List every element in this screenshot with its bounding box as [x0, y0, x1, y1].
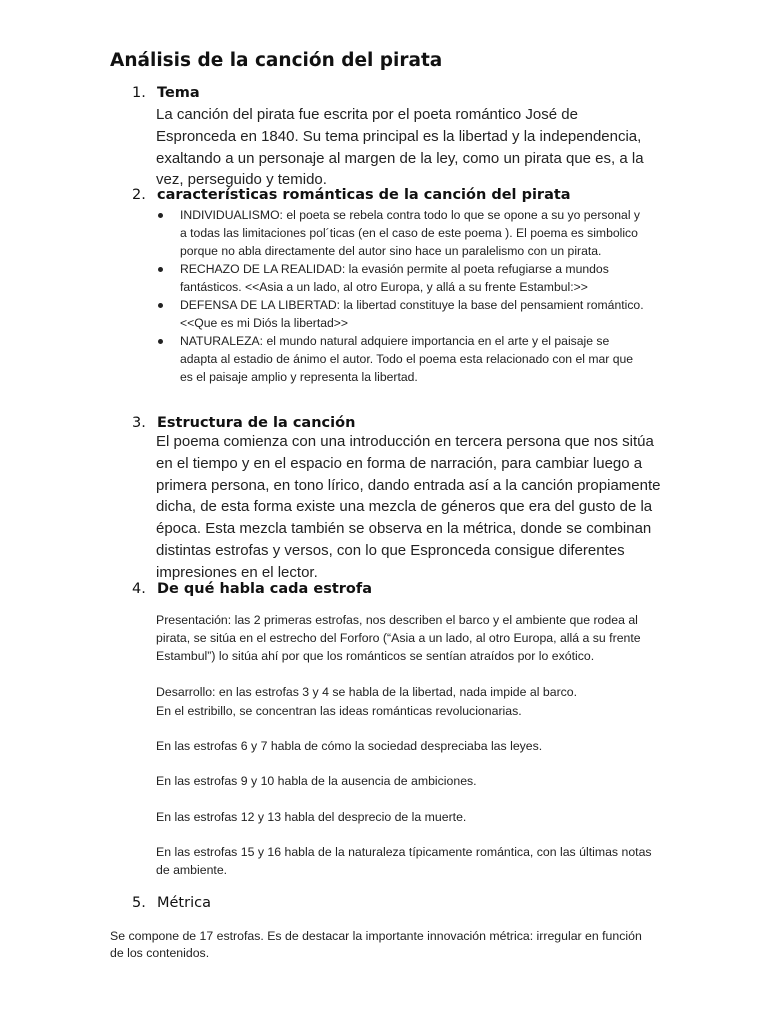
section-tema-paragraph: La canción del pirata fue escrita por el poeta romántico José de Espronceda en 1840. Su tema principal es la libertad y la independencia, exaltando a un personaje al margen de la ley, como un pirata que es, a la vez, perseguido y temido. — [156, 106, 644, 189]
list-item-text: NATURALEZA: el mundo natural adquiere importancia en el arte y el paisaje se adapta al estadio de ánimo el autor. Todo el poema esta relacionado con el mar que es el paisaje amplio y representa la libertad. — [180, 334, 634, 384]
document-title: Análisis de la canción del pirata — [110, 50, 443, 71]
estrofa-item: En las estrofas 9 y 10 habla de la ausencia de ambiciones. — [156, 774, 477, 788]
list-item — [156, 332, 646, 386]
bullet-icon — [158, 267, 163, 272]
list-item-text: INDIVIDUALISMO: el poeta se rebela contra todo lo que se opone a su yo personal y a todas las limitaciones pol´ticas (en el caso de este poema ). El poema es simbolico porque no abla directamente del autor sino hace un paralelismo con un pirata. — [180, 208, 641, 258]
estrofa-item: En el estribillo, se concentran las ideas románticas revolucionarias. — [156, 704, 522, 718]
section-number: 2. — [132, 187, 146, 203]
list-item-text: RECHAZO DE LA REALIDAD: la evasión permite al poeta refugiarse a mundos fantásticos. <<Asia a un lado, al otro Europa, y allá a su frente Estambul:>> — [180, 262, 609, 294]
bullet-icon — [158, 213, 163, 218]
list-item-text: DEFENSA DE LA LIBERTAD: la libertad constituye la base del pensamient romántico. <<Que es mi Diós la libertad>> — [180, 298, 644, 330]
section-number: 1. — [132, 85, 146, 101]
section-estructura-paragraph: El poema comienza con una introducción en tercera persona que nos sitúa en el tiempo y en el espacio en forma de narración, para cambiar luego a primera persona, en tono lírico, dando entrada así a la canción propiamente dicha, de esta forma existe una mezcla de géneros que era del gusto de la época. Esta mezcla también se observa en la métrica, donde se combinan distintas estrofas y versos, con lo que Espronceda consigue diferentes impresiones en el lector. — [156, 433, 661, 581]
estrofa-item: En las estrofas 15 y 16 habla de la naturaleza típicamente romántica, con las últimas notas de ambiente. — [156, 845, 652, 877]
section-heading-estructura: Estructura de la canción — [157, 415, 356, 431]
estrofa-item: Desarrollo: en las estrofas 3 y 4 se habla de la libertad, nada impide al barco. — [156, 685, 578, 699]
section-heading-estrofas: De qué habla cada estrofa — [157, 581, 372, 597]
bullet-icon — [158, 339, 163, 344]
section-heading-metrica: Métrica — [157, 895, 211, 911]
section-number: 4. — [132, 581, 146, 597]
section-metrica-paragraph: Se compone de 17 estrofas. Es de destacar la importante innovación métrica: irregular en función de los contenidos. — [110, 929, 642, 960]
estrofa-item: En las estrofas 12 y 13 habla del desprecio de la muerte. — [156, 810, 467, 824]
bullet-icon — [158, 303, 163, 308]
section-heading-caracteristicas: características románticas de la canción del pirata — [157, 187, 571, 203]
estrofa-item: Presentación: las 2 primeras estrofas, nos describen el barco y el ambiente que rodea al pirata, se sitúa en el estrecho del Forforo (“Asia a un lado, al otro Europa, allá a su frente Estambul”) lo sitúa ahí por que los románticos se sentían atraídos por lo exótico. — [156, 613, 641, 663]
section-number: 3. — [132, 415, 146, 431]
section-heading-tema: Tema — [157, 85, 200, 101]
list-item — [156, 206, 646, 260]
section-number: 5. — [132, 895, 146, 911]
list-item — [156, 260, 646, 296]
estrofa-item: En las estrofas 6 y 7 habla de cómo la sociedad despreciaba las leyes. — [156, 739, 543, 753]
list-item — [156, 296, 646, 332]
romantic-features-list — [156, 206, 646, 386]
